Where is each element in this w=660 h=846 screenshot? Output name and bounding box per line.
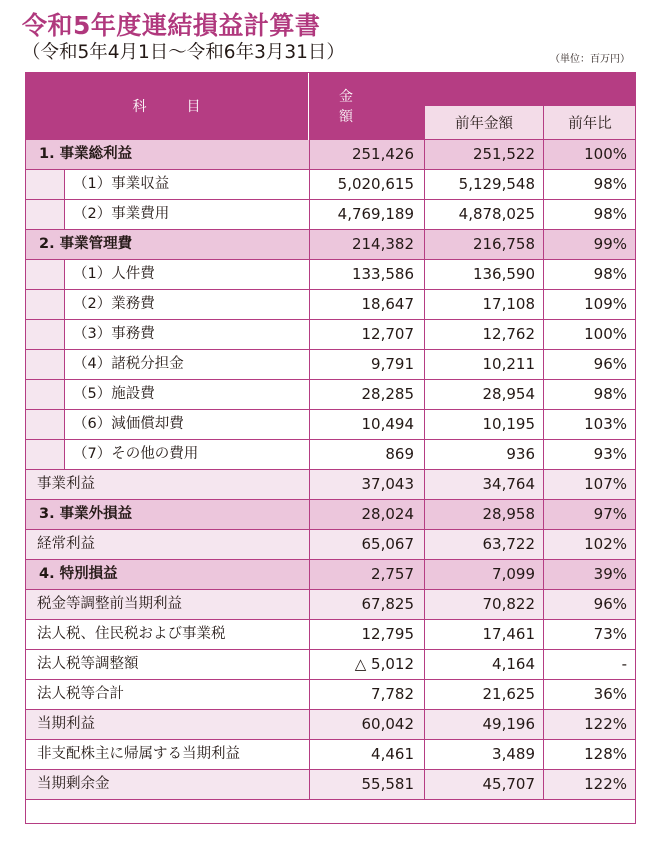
column-divider — [543, 470, 544, 499]
column-divider — [424, 590, 425, 619]
column-divider — [543, 500, 544, 529]
row-label: 2. 事業管理費 — [39, 236, 133, 252]
row-label: 法人税、住民税および事業税 — [37, 626, 226, 642]
table-row — [25, 290, 636, 320]
yoy-ratio-cell: 39% — [593, 565, 627, 583]
column-divider — [424, 530, 425, 559]
current-amount-cell: 5,020,615 — [337, 175, 414, 193]
column-divider — [424, 470, 425, 499]
column-divider — [309, 470, 310, 499]
column-divider — [543, 260, 544, 289]
row-label: 法人税等調整額 — [37, 656, 139, 672]
prev-amount-cell: 5,129,548 — [458, 175, 535, 193]
column-divider — [309, 350, 310, 379]
column-divider — [309, 380, 310, 409]
yoy-ratio-cell: 98% — [593, 175, 627, 193]
current-amount-cell: 12,795 — [361, 625, 414, 643]
row-label: （1）事業収益 — [73, 176, 170, 192]
table-row — [25, 650, 636, 680]
yoy-ratio-cell: - — [621, 655, 627, 673]
row-label: 当期剰余金 — [37, 776, 110, 792]
current-amount-cell: 133,586 — [351, 265, 414, 283]
prev-amount-cell: 34,764 — [482, 475, 535, 493]
yoy-ratio-cell: 102% — [584, 535, 627, 553]
indent-cell — [25, 170, 65, 199]
yoy-ratio-cell: 96% — [593, 355, 627, 373]
table-row — [25, 590, 636, 620]
table-row — [25, 500, 636, 530]
current-amount-cell: 214,382 — [351, 235, 414, 253]
row-label: （2）業務費 — [73, 296, 155, 312]
column-divider — [424, 410, 425, 439]
table-row — [25, 170, 636, 200]
column-divider — [543, 650, 544, 679]
current-amount-cell: 67,825 — [361, 595, 414, 613]
prev-amount-cell: 45,707 — [482, 775, 535, 793]
prev-amount-cell: 49,196 — [482, 715, 535, 733]
yoy-ratio-cell: 98% — [593, 385, 627, 403]
current-amount-cell: 28,285 — [361, 385, 414, 403]
table-row — [25, 710, 636, 740]
current-amount-cell: 251,426 — [351, 145, 414, 163]
table-row — [25, 560, 636, 590]
column-divider — [309, 230, 310, 259]
table-row — [25, 680, 636, 710]
current-amount-cell: 18,647 — [361, 295, 414, 313]
column-divider — [309, 500, 310, 529]
current-amount-cell: 9,791 — [371, 355, 414, 373]
row-label: （1）人件費 — [73, 266, 155, 282]
column-divider — [424, 260, 425, 289]
current-amount-cell: 65,067 — [361, 535, 414, 553]
row-label: 経常利益 — [37, 536, 95, 552]
column-divider — [309, 680, 310, 709]
current-amount-cell: 55,581 — [361, 775, 414, 793]
prev-amount-cell: 136,590 — [472, 265, 535, 283]
column-divider — [543, 140, 544, 169]
table-row — [25, 380, 636, 410]
column-divider — [309, 590, 310, 619]
column-divider — [543, 200, 544, 229]
column-divider — [424, 230, 425, 259]
prev-amount-cell: 10,211 — [482, 355, 535, 373]
column-divider — [543, 380, 544, 409]
table-row — [25, 740, 636, 770]
current-amount-cell: 7,782 — [371, 685, 414, 703]
prev-amount-cell: 12,762 — [482, 325, 535, 343]
yoy-ratio-cell: 98% — [593, 265, 627, 283]
current-amount-cell: △ 5,012 — [354, 655, 414, 673]
column-divider — [543, 680, 544, 709]
prev-amount-cell: 17,461 — [482, 625, 535, 643]
column-divider — [309, 530, 310, 559]
column-divider — [309, 710, 310, 739]
column-divider — [309, 170, 310, 199]
prev-amount-cell: 7,099 — [492, 565, 535, 583]
table-row — [25, 200, 636, 230]
column-divider — [424, 200, 425, 229]
table-row — [25, 350, 636, 380]
column-divider — [309, 140, 310, 169]
current-amount-cell: 10,494 — [361, 415, 414, 433]
table-row — [25, 440, 636, 470]
row-label: （5）施設費 — [73, 386, 155, 402]
prev-amount-cell: 17,108 — [482, 295, 535, 313]
column-divider — [309, 560, 310, 589]
header-subject: 科目 — [25, 72, 309, 140]
row-label: （3）事務費 — [73, 326, 155, 342]
prev-amount-cell: 63,722 — [482, 535, 535, 553]
column-divider — [424, 650, 425, 679]
column-divider — [543, 590, 544, 619]
yoy-ratio-cell: 93% — [593, 445, 627, 463]
column-divider — [543, 350, 544, 379]
table-row — [25, 620, 636, 650]
yoy-ratio-cell: 122% — [584, 775, 627, 793]
column-divider — [424, 380, 425, 409]
yoy-ratio-cell: 100% — [584, 145, 627, 163]
yoy-ratio-cell: 36% — [593, 685, 627, 703]
prev-amount-cell: 28,954 — [482, 385, 535, 403]
column-divider — [543, 230, 544, 259]
header-amount: 金額 — [309, 72, 424, 140]
yoy-ratio-cell: 103% — [584, 415, 627, 433]
column-divider — [424, 620, 425, 649]
indent-cell — [25, 320, 65, 349]
row-label: （2）事業費用 — [73, 206, 170, 222]
column-divider — [424, 560, 425, 589]
row-label: 法人税等合計 — [37, 686, 124, 702]
column-divider — [424, 710, 425, 739]
prev-amount-cell: 216,758 — [472, 235, 535, 253]
period-subtitle: （令和5年4月1日～令和6年3月31日） — [22, 42, 345, 63]
table-row — [25, 410, 636, 440]
column-divider — [543, 170, 544, 199]
column-divider — [309, 440, 310, 469]
yoy-ratio-cell: 109% — [584, 295, 627, 313]
column-divider — [309, 410, 310, 439]
row-label: 3. 事業外損益 — [39, 506, 133, 522]
column-divider — [309, 740, 310, 769]
prev-amount-cell: 10,195 — [482, 415, 535, 433]
prev-amount-cell: 28,958 — [482, 505, 535, 523]
column-divider — [424, 140, 425, 169]
row-label: 税金等調整前当期利益 — [37, 596, 182, 612]
column-divider — [424, 290, 425, 319]
column-divider — [543, 710, 544, 739]
column-divider — [543, 770, 544, 799]
yoy-ratio-cell: 73% — [593, 625, 627, 643]
column-divider — [543, 740, 544, 769]
column-divider — [424, 500, 425, 529]
yoy-ratio-cell: 122% — [584, 715, 627, 733]
row-label: （6）減価償却費 — [73, 416, 184, 432]
indent-cell — [25, 410, 65, 439]
table-row — [25, 530, 636, 560]
column-divider — [309, 770, 310, 799]
column-divider — [309, 260, 310, 289]
column-divider — [309, 200, 310, 229]
unit-label: （単位：百万円） — [550, 54, 630, 65]
column-divider — [424, 170, 425, 199]
yoy-ratio-cell: 99% — [593, 235, 627, 253]
column-divider — [543, 440, 544, 469]
row-label: 1. 事業総利益 — [39, 146, 133, 162]
row-label: （4）諸税分担金 — [73, 356, 184, 372]
table-row — [25, 770, 636, 800]
table-row — [25, 260, 636, 290]
current-amount-cell: 4,769,189 — [337, 205, 414, 223]
row-label: （7）その他の費用 — [73, 446, 199, 462]
current-amount-cell: 869 — [385, 445, 414, 463]
prev-amount-cell: 936 — [506, 445, 535, 463]
column-divider — [424, 680, 425, 709]
prev-amount-cell: 251,522 — [472, 145, 535, 163]
row-label: 非支配株主に帰属する当期利益 — [37, 746, 240, 762]
column-divider — [543, 410, 544, 439]
column-divider — [424, 740, 425, 769]
table-row — [25, 230, 636, 260]
column-divider — [543, 530, 544, 559]
column-divider — [309, 650, 310, 679]
column-divider — [543, 560, 544, 589]
current-amount-cell: 12,707 — [361, 325, 414, 343]
prev-amount-cell: 3,489 — [492, 745, 535, 763]
page-title: 令和5年度連結損益計算書 — [22, 11, 321, 40]
column-divider — [424, 770, 425, 799]
table-row — [25, 140, 636, 170]
column-divider — [543, 620, 544, 649]
prev-amount-cell: 70,822 — [482, 595, 535, 613]
prev-amount-cell: 4,878,025 — [458, 205, 535, 223]
column-divider — [543, 290, 544, 319]
indent-cell — [25, 380, 65, 409]
income-statement-table — [25, 72, 636, 824]
row-label: 事業利益 — [37, 476, 95, 492]
prev-amount-cell: 21,625 — [482, 685, 535, 703]
table-row — [25, 470, 636, 500]
column-divider — [309, 290, 310, 319]
current-amount-cell: 37,043 — [361, 475, 414, 493]
row-label: 4. 特別損益 — [39, 566, 118, 582]
current-amount-cell: 4,461 — [371, 745, 414, 763]
yoy-ratio-cell: 97% — [593, 505, 627, 523]
yoy-ratio-cell: 100% — [584, 325, 627, 343]
current-amount-cell: 28,024 — [361, 505, 414, 523]
header-prev-amount: 前年金額 — [424, 106, 543, 140]
yoy-ratio-cell: 107% — [584, 475, 627, 493]
prev-amount-cell: 4,164 — [492, 655, 535, 673]
table-row — [25, 320, 636, 350]
indent-cell — [25, 350, 65, 379]
yoy-ratio-cell: 96% — [593, 595, 627, 613]
indent-cell — [25, 440, 65, 469]
column-divider — [424, 440, 425, 469]
current-amount-cell: 2,757 — [371, 565, 414, 583]
header-ratio: 前年比 — [543, 106, 636, 140]
column-divider — [424, 350, 425, 379]
indent-cell — [25, 290, 65, 319]
column-divider — [309, 320, 310, 349]
column-divider — [424, 320, 425, 349]
column-divider — [309, 620, 310, 649]
column-divider — [543, 320, 544, 349]
yoy-ratio-cell: 128% — [584, 745, 627, 763]
row-label: 当期利益 — [37, 716, 95, 732]
indent-cell — [25, 260, 65, 289]
current-amount-cell: 60,042 — [361, 715, 414, 733]
indent-cell — [25, 200, 65, 229]
yoy-ratio-cell: 98% — [593, 205, 627, 223]
